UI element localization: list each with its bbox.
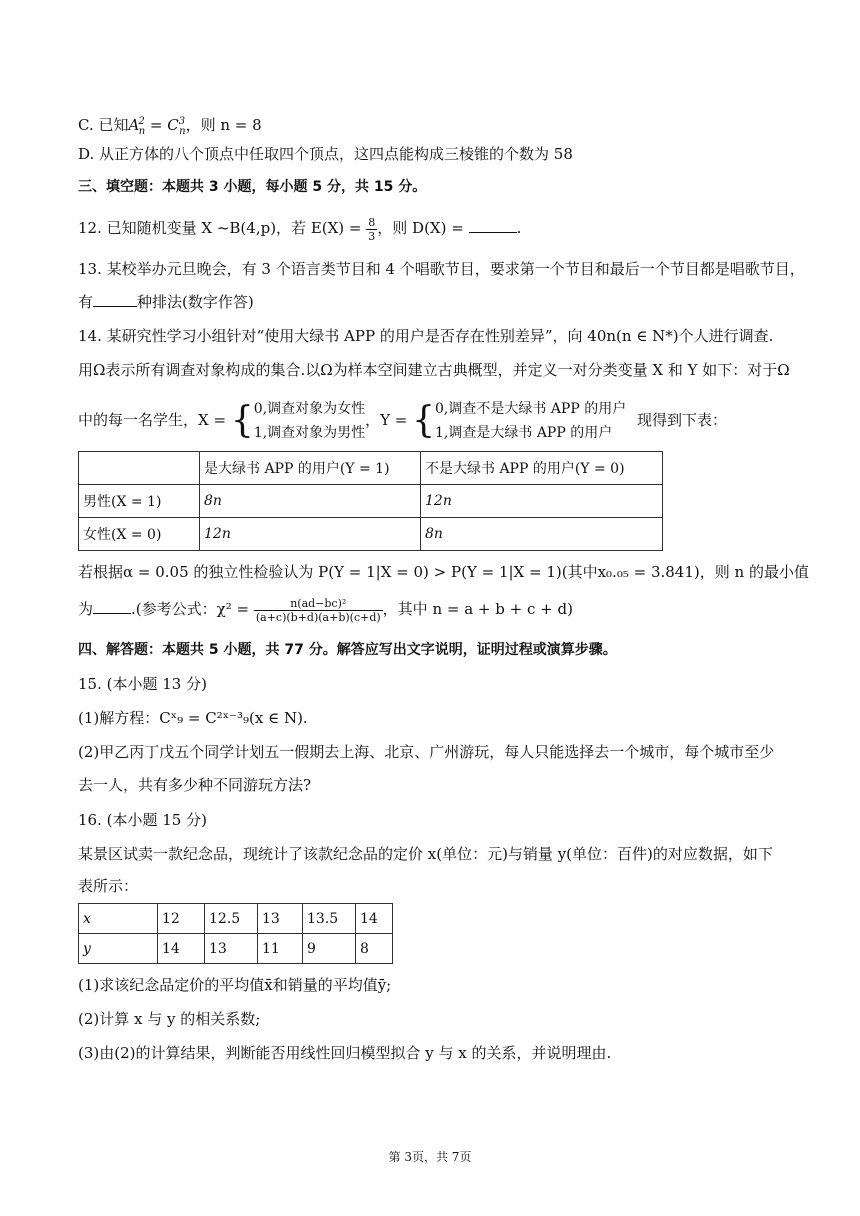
q12-frac-num: 8 (368, 215, 376, 229)
chi-square-fraction (254, 597, 383, 624)
section-3-heading: 三、填空题：本题共 3 小题，每小题 5 分，共 15 分。 (78, 179, 427, 195)
table-cell: 13.5 (303, 904, 356, 934)
table-cell (79, 452, 200, 485)
question-15-title: 15. (本小题 13 分) (78, 675, 207, 693)
table-cell: y (79, 934, 158, 964)
y-brace-icon: { (412, 400, 436, 441)
question-15-part1: (1)解方程：Cˣ₉ = C²ˣ⁻³₉(x ∈ N). (78, 709, 308, 727)
question-16-line1: 某景区试卖一款纪念品，现统计了该款纪念品的定价 x(单位：元)与销量 y(单位：百件)的对应数据，如下 (78, 845, 773, 863)
question-16-part3: (3)由(2)的计算结果，判断能否用线性回归模型拟合 y 与 x 的关系，并说明理由. (78, 1044, 612, 1062)
table-cell: 12n (421, 485, 663, 518)
question-13-line1: 13. 某校举办元旦晚会，有 3 个语言类节目和 4 个唱歌节目，要求第一个节目和最后一个节目都是唱歌节目， (78, 260, 805, 278)
table-row (79, 518, 663, 551)
table-cell: 8n (421, 518, 663, 551)
question-14-condition: 若根据α = 0.05 的独立性检验认为 P(Y = 1|X = 0) > P(Y = 1|X = 1)(其中x₀.₀₅ = 3.841)，则 n 的最小值 (78, 563, 809, 581)
q14-table-intro: 现得到下表： (637, 411, 728, 429)
table-row (79, 485, 663, 518)
table-cell: 是大绿书 APP 的用户(Y = 1) (200, 452, 421, 485)
q12-answer-blank[interactable] (469, 218, 517, 233)
table-cell: 不是大绿书 APP 的用户(Y = 0) (421, 452, 663, 485)
q14-formula-b: .(参考公式：χ² = (131, 600, 250, 618)
y-cases (435, 397, 626, 445)
option-c-prefix: C. 已知 (78, 116, 129, 134)
question-15-part2-line2: 去一人，共有多少种不同游玩方法? (78, 776, 312, 794)
table-cell: x (79, 904, 158, 934)
x-case-0: 0,调查对象为女性 (253, 401, 366, 417)
table-cell: 男性(X = 1) (79, 485, 200, 518)
question-15-part2-line1: (2)甲乙丙丁戊五个同学计划五一假期去上海、北京、广州游玩，每人只能选择去一个城市，每个城市至少 (78, 743, 775, 761)
table-cell: 女性(X = 0) (79, 518, 200, 551)
option-c-math: $A^2_n = C^3_n$ (128, 116, 186, 137)
question-13-line2 (78, 292, 790, 312)
question-14-line2: 用Ω表示所有调查对象构成的集合.以Ω为样本空间建立古典概型，并定义一对分类变量 X 和 Y 如下：对于Ω (78, 361, 790, 379)
question-16-line2: 表所示： (78, 877, 139, 895)
table-cell: 13 (205, 934, 258, 964)
question-14-formula (78, 594, 790, 624)
q14-answer-blank[interactable] (93, 599, 131, 614)
table-row (79, 934, 393, 964)
option-c (78, 112, 790, 142)
q14-formula-c: ，其中 n = a + b + c + d) (382, 600, 573, 618)
question-12 (78, 214, 790, 242)
table-row (79, 904, 393, 934)
y-case-1: 1,调查是大绿书 APP 的用户 (435, 425, 613, 441)
q13-answer-blank[interactable] (93, 292, 137, 307)
section-4-heading: 四、解答题：本题共 5 小题，共 77 分。解答应写出文字说明，证明过程或演算步骤。 (78, 642, 617, 658)
q12-text-a: 12. 已知随机变量 X ~B(4,p)，若 E(X) = (78, 219, 362, 237)
formula-denominator: (a+c)(b+d)(a+b)(c+d) (255, 610, 381, 624)
x-case-1: 1,调查对象为男性 (253, 425, 366, 441)
formula-numerator: n(ad−bc)² (254, 597, 383, 611)
x-cases (254, 397, 365, 445)
table-cell: 8 (356, 934, 393, 964)
question-16-title: 16. (本小题 15 分) (78, 811, 207, 829)
question-14-line1: 14. 某研究性学习小组针对“使用大绿书 APP 的用户是否存在性别差异”，向 40n(n ∈ N*)个人进行调查. (78, 327, 774, 345)
table-cell: 12 (158, 904, 205, 934)
table-cell: 11 (258, 934, 303, 964)
q13-text-a: 有 (78, 293, 94, 311)
page-footer: 第 3页，共 7页 (388, 1150, 472, 1164)
table-cell: 13 (258, 904, 303, 934)
table-cell: 14 (356, 904, 393, 934)
x-brace-icon: { (230, 400, 254, 441)
q12-end: . (516, 219, 522, 237)
q14-contingency-table (78, 451, 663, 551)
q14-x-def: 中的每一名学生，X = (78, 411, 227, 429)
question-16-part1: (1)求该纪念品定价的平均值x̄和销量的平均值ȳ; (78, 976, 392, 994)
q12-frac-den: 3 (368, 229, 376, 243)
q12-text-b: ，则 D(X) = (377, 219, 464, 237)
q14-y-def: ，Y = (365, 411, 408, 429)
q16-data-table (78, 903, 393, 964)
question-14-line3 (78, 396, 790, 444)
q13-text-b: 种排法(数字作答) (137, 293, 254, 311)
q14-formula-a: 为 (78, 600, 94, 618)
option-c-suffix: ，则 n = 8 (185, 116, 262, 134)
table-cell: 8n (200, 485, 421, 518)
table-cell: 12n (200, 518, 421, 551)
table-cell: 12.5 (205, 904, 258, 934)
table-cell: 9 (303, 934, 356, 964)
q12-fraction (366, 216, 377, 243)
option-d: D. 从正方体的八个顶点中任取四个顶点，这四点能构成三棱锥的个数为 58 (78, 145, 573, 163)
table-cell: 14 (158, 934, 205, 964)
y-case-0: 0,调查不是大绿书 APP 的用户 (435, 401, 627, 417)
question-16-part2: (2)计算 x 与 y 的相关系数; (78, 1010, 261, 1028)
table-row (79, 452, 663, 485)
